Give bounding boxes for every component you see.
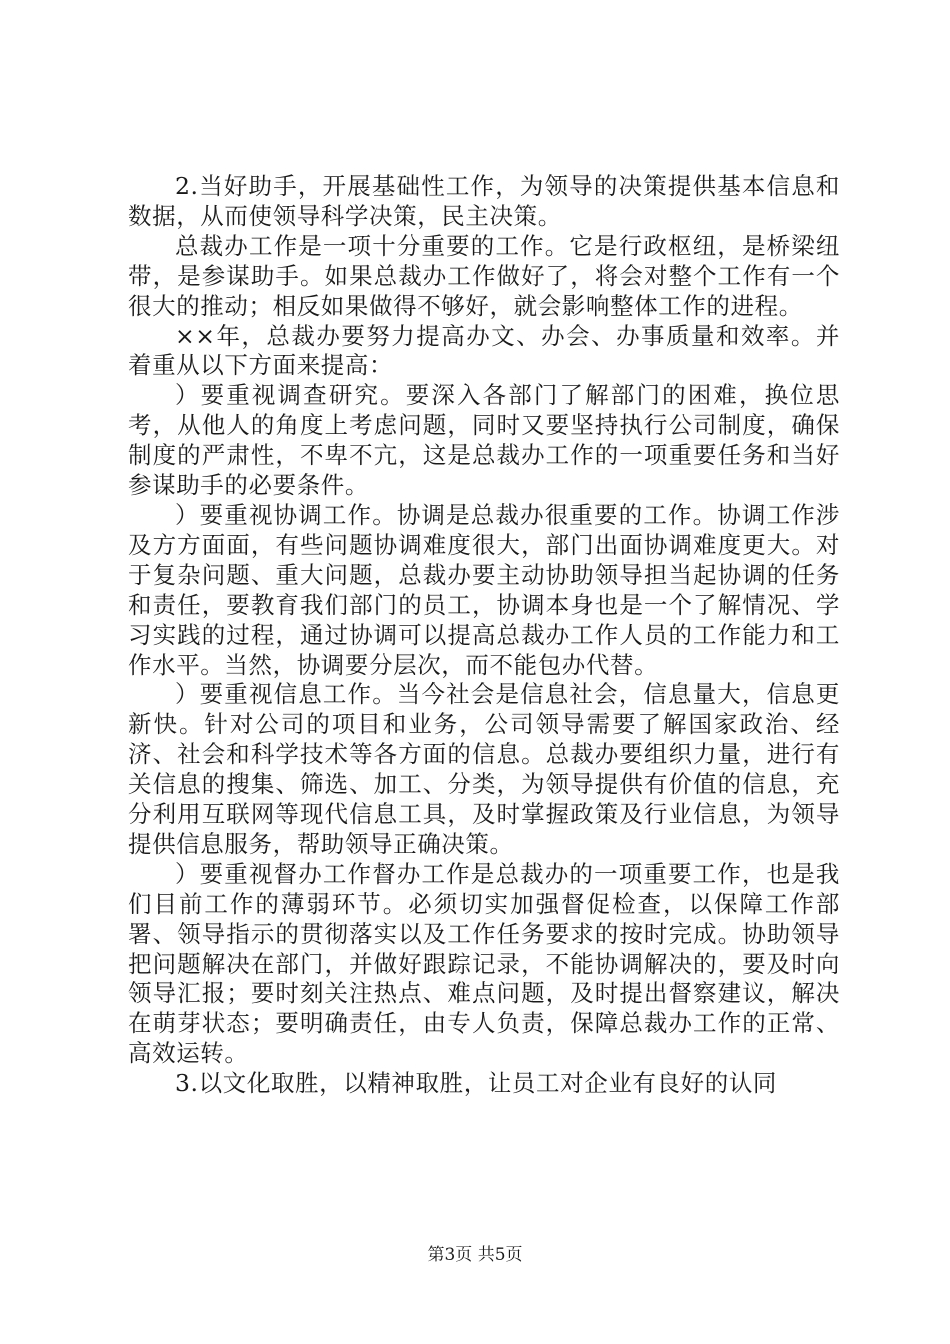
paragraph-7: ）要重视督办工作督办工作是总裁办的一项重要工作，也是我们目前工作的薄弱环节。必须切实加强督促检查，以保障工作部署、领导指示的贯彻落实以及工作任务要求的按时完成。协助领导把问题解决在部门，并做好跟踪记录，不能协调解决的，要及时向领导汇报；要时刻关注热点、难点问题，及时提出督察建议，解决在萌芽状态；要明确责任，由专人负责，保障总裁办工作的正常、高效运转。 (128, 859, 840, 1068)
paragraph-8: 3.以文化取胜，以精神取胜，让员工对企业有良好的认同 (175, 1069, 778, 1098)
document-body (128, 172, 840, 1099)
paragraph-5: ）要重视协调工作。协调是总裁办很重要的工作。协调工作涉及方方面面，有些问题协调难度很大，部门出面协调难度更大。对于复杂问题、重大问题，总裁办要主动协助领导担当起协调的任务和责任，要教育我们部门的员工，协调本身也是一个了解情况、学习实践的过程，通过协调可以提高总裁办工作人员的工作能力和工作水平。当然，协调要分层次，而不能包办代替。 (128, 500, 840, 679)
paragraph-1: 2.当好助手，开展基础性工作，为领导的决策提供基本信息和数据，从而使领导科学决策，民主决策。 (128, 172, 840, 230)
paragraph-4: ）要重视调查研究。要深入各部门了解部门的困难，换位思考，从他人的角度上考虑问题，同时又要坚持执行公司制度，确保制度的严肃性，不卑不亢，这是总裁办工作的一项重要任务和当好参谋助手的必要条件。 (128, 381, 840, 500)
page-footer: 第3页 共5页 (427, 1245, 523, 1265)
paragraph-6: ）要重视信息工作。当今社会是信息社会，信息量大，信息更新快。针对公司的项目和业务，公司领导需要了解国家政治、经济、社会和科学技术等各方面的信息。总裁办要组织力量，进行有关信息的搜集、筛选、加工、分类，为领导提供有价值的信息，充分利用互联网等现代信息工具，及时掌握政策及行业信息，为领导提供信息服务，帮助领导正确决策。 (128, 680, 840, 858)
paragraph-2: 总裁办工作是一项十分重要的工作。它是行政枢纽，是桥梁纽带，是参谋助手。如果总裁办工作做好了，将会对整个工作有一个很大的推动；相反如果做得不够好，就会影响整体工作的进程。 (128, 231, 840, 320)
paragraph-3: ××年，总裁办要努力提高办文、办会、办事质量和效率。并着重从以下方面来提高： (128, 321, 840, 380)
